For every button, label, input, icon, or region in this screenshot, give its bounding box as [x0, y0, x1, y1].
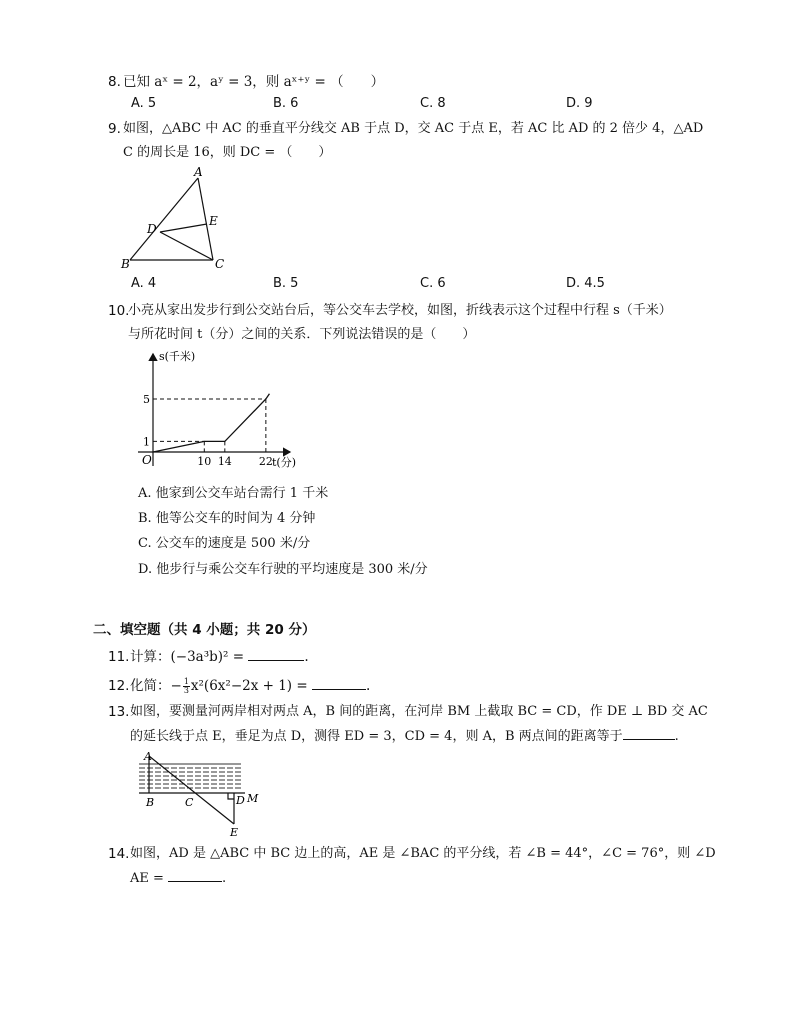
q12-prefix: 化简：− — [130, 678, 182, 694]
q10-line2: 与所花时间 t（分）之间的关系．下列说法错误的是（ ） — [128, 327, 476, 342]
section-heading: 二、填空题（共 4 小题；共 20 分） — [93, 622, 316, 638]
q10-option-c: C. 公交车的速度是 500 米/分 — [138, 536, 311, 551]
q14-answer-blank[interactable] — [168, 869, 222, 882]
segment-de — [160, 224, 207, 232]
q13-number: 13. — [108, 704, 130, 720]
q8-option-a: A. 5 — [131, 96, 157, 111]
q8-option-d: D. 9 — [566, 96, 593, 111]
q9-option-c: C. 6 — [420, 276, 446, 291]
q12-expression: x²(6x²−2x + 1) = — [190, 678, 312, 694]
q11-number: 11. — [108, 649, 130, 665]
q14-line1: 如图，AD 是 △ABC 中 BC 边上的高，AE 是 ∠BAC 的平分线，若 ∠B = 44°，∠C = 76°，则 ∠D — [130, 846, 716, 861]
right-angle-mark — [228, 793, 234, 799]
series-line — [153, 394, 269, 452]
q14-line2 — [130, 869, 226, 888]
q8-option-c: C. 8 — [420, 96, 446, 111]
q12-stem — [130, 677, 370, 695]
q12-fraction — [183, 678, 190, 695]
label-c: C — [215, 257, 225, 270]
q10-option-b: B. 他等公交车的时间为 4 分钟 — [138, 511, 316, 526]
q11-stem — [130, 648, 309, 666]
y-tick-label: 1 — [143, 435, 150, 449]
label-b: B — [146, 796, 155, 809]
q10-line1: 小亮从家出发步行到公交站台后，等公交车去学校，如图，折线表示这个过程中行程 s（千米） — [128, 303, 672, 318]
label-m: M — [247, 792, 259, 805]
q12-number: 12. — [108, 678, 130, 694]
q11-prefix: 计算：(−3a³b)² = — [130, 649, 249, 665]
y-axis-label: s(千米) — [159, 350, 196, 363]
q9-option-b: B. 5 — [273, 276, 299, 291]
q10-chart — [130, 346, 305, 472]
q12-suffix: . — [365, 678, 371, 694]
label-e: E — [209, 214, 218, 228]
q9-line1: 如图，△ABC 中 AC 的垂直平分线交 AB 于点 D，交 AC 于点 E，若 AC 比 AD 的 2 倍少 4，△AD — [123, 121, 704, 136]
q12-fraction-denominator: 3 — [183, 686, 189, 695]
origin-label: O — [142, 453, 152, 467]
q10-number: 10. — [108, 303, 130, 319]
x-tick-label: 10 — [197, 455, 212, 468]
q9-option-a: A. 4 — [131, 276, 157, 291]
label-a: A — [144, 750, 152, 763]
q14-number: 14. — [108, 846, 130, 862]
x-tick-label: 22 — [258, 455, 273, 468]
label-d: D — [147, 222, 157, 236]
label-c: C — [185, 796, 194, 809]
q13-river-figure — [135, 750, 265, 840]
q9-option-d: D. 4.5 — [566, 276, 605, 291]
label-d: D — [236, 794, 245, 807]
q11-answer-blank[interactable] — [248, 648, 304, 661]
label-e: E — [230, 826, 239, 839]
q14-suffix: . — [222, 871, 227, 886]
label-b: B — [121, 257, 130, 270]
q9-line2: C 的周长是 16，则 DC = （ ） — [123, 145, 332, 160]
q8-option-b: B. 6 — [273, 96, 299, 111]
q8-number: 8. — [108, 74, 121, 90]
q13-line1: 如图，要测量河两岸相对两点 A，B 间的距离，在河岸 BM 上截取 BC = CD，作 DE ⊥ BD 交 AC — [130, 704, 708, 719]
segment-ab — [130, 178, 198, 260]
y-tick-label: 5 — [143, 393, 150, 406]
q14-line2-text: AE = — [130, 871, 169, 886]
x-tick-label: 14 — [217, 455, 232, 468]
q13-answer-blank[interactable] — [623, 727, 675, 740]
q10-option-a: A. 他家到公交车站台需行 1 千米 — [138, 486, 329, 501]
q12-answer-blank[interactable] — [312, 677, 366, 690]
segment-ae — [149, 756, 234, 824]
q11-suffix: . — [304, 649, 309, 665]
x-axis-label: t(分) — [272, 456, 297, 469]
q13-suffix: . — [674, 729, 679, 744]
q9-triangle-figure — [118, 164, 228, 270]
q13-line2 — [130, 727, 679, 746]
q8-stem: 已知 aˣ = 2，aʸ = 3，则 aˣ⁺ʸ = （ ） — [123, 74, 385, 90]
segment-dc — [160, 232, 213, 260]
q13-line2-text: 的延长线于点 E，垂足为点 D，测得 ED = 3，CD = 4，则 A，B 两点间的距离等于 — [130, 729, 623, 744]
label-a: A — [194, 165, 203, 179]
q12-fraction-numerator: 1 — [183, 677, 189, 686]
q9-number: 9. — [108, 121, 121, 137]
q10-option-d: D. 他步行与乘公交车行驶的平均速度是 300 米/分 — [138, 562, 428, 577]
